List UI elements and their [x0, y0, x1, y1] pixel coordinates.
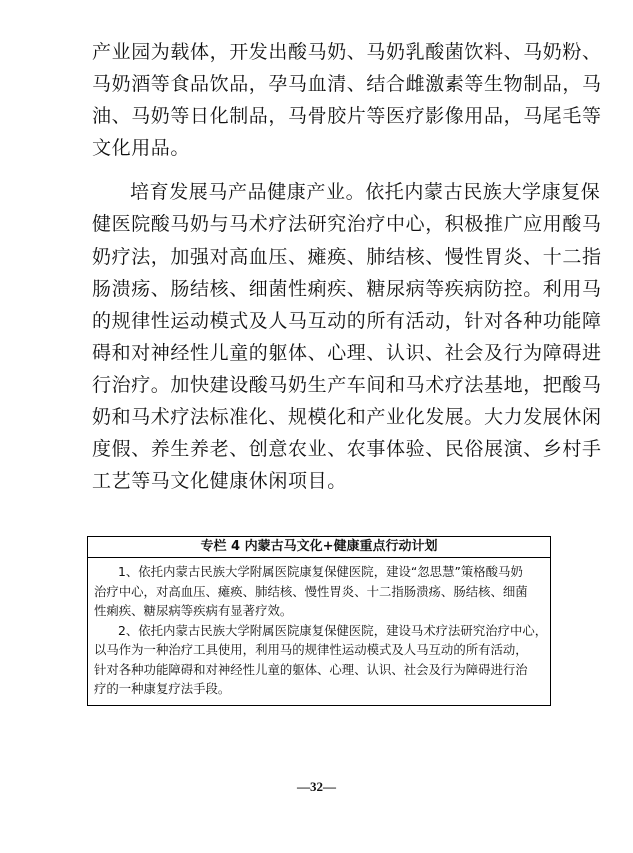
- paragraph-line: 文化用品。: [92, 137, 191, 160]
- paragraph-line: 产业园为载体，开发出酸马奶、马奶乳酸菌饮料、马奶粉、: [92, 41, 602, 63]
- box-line: 针对各种功能障碍和对神经性儿童的躯体、心理、认识、社会及行为障碍进行治: [94, 661, 528, 677]
- paragraph-line: 肠溃疡、肠结核、细菌性痢疾、糖尿病等疾病防控。利用马: [92, 277, 602, 300]
- paragraph-line: 工艺等马文化健康休闲项目。: [92, 470, 347, 493]
- box-item-2: [94, 621, 546, 699]
- paragraph-line: 的规律性运动模式及人马互动的所有活动，针对各种功能障: [92, 309, 602, 332]
- paragraph-line: 行治疗。加快建设酸马奶生产车间和马术疗法基地，把酸马: [92, 373, 602, 396]
- box-line: 2、依托内蒙古民族大学附属医院康复保健医院，建设马术疗法研究治疗中心，: [118, 622, 548, 638]
- page-number: —32—: [297, 779, 336, 794]
- paragraph-line: 培育发展马产品健康产业。依托内蒙古民族大学康复保: [130, 181, 601, 204]
- paragraph-2: [92, 176, 602, 497]
- paragraph-line: 奶疗法，加强对高血压、瘫痪、肺结核、慢性胃炎、十二指: [92, 245, 602, 268]
- box-line: 疗的一种康复疗法手段。: [94, 681, 231, 696]
- box-content: [88, 558, 550, 699]
- paragraph-line: 油、马奶等日化制品，马骨胶片等医疗影像用品，马尾毛等: [92, 105, 602, 128]
- paragraph-gap: [92, 164, 554, 176]
- box-title: 专栏 4 内蒙古马文化+健康重点行动计划: [88, 537, 550, 558]
- body-text: [92, 36, 602, 497]
- box-line: 1、依托内蒙古民族大学附属医院康复保健医院，建设“忽思慧”策格酸马奶: [118, 564, 523, 579]
- box-line: 治疗中心，对高血压、瘫痪、肺结核、慢性胃炎、十二指肠溃疡、肠结核、细菌: [94, 583, 528, 599]
- paragraph-line: 健医院酸马奶与马术疗法研究治疗中心，积极推广应用酸马: [92, 213, 602, 236]
- paragraph-line: 碍和对神经性儿童的躯体、心理、认识、社会及行为障碍进: [92, 341, 602, 364]
- paragraph-1: [92, 36, 602, 164]
- paragraph-line: 马奶酒等食品饮品，孕马血清、结合雌激素等生物制品，马: [92, 73, 602, 96]
- box-item-1: [94, 562, 546, 621]
- box-line: 性痢疾、糖尿病等疾病有显著疗效。: [94, 603, 293, 618]
- box-line: 以马作为一种治疗工具使用，利用马的规律性运动模式及人马互动的所有活动，: [94, 642, 528, 657]
- paragraph-line: 奶和马术疗法标准化、规模化和产业化发展。大力发展休闲: [92, 406, 602, 429]
- sidebar-box: [87, 536, 551, 706]
- paragraph-line: 度假、养生养老、创意农业、农事体验、民俗展演、乡村手: [92, 438, 602, 461]
